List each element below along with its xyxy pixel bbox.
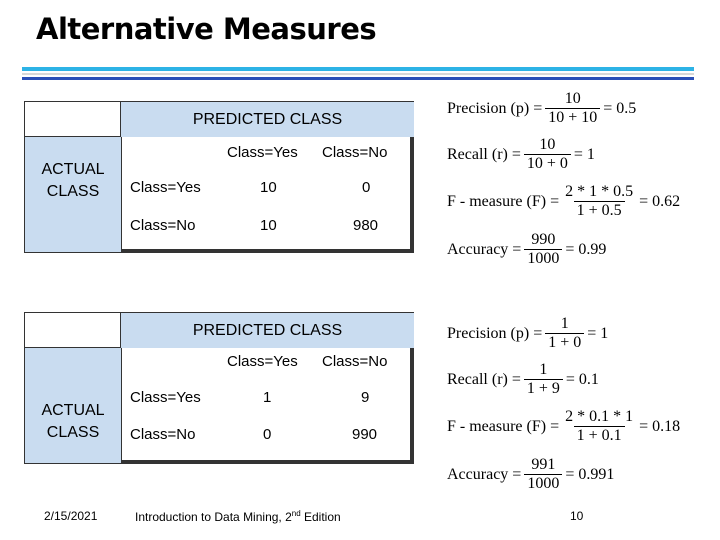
fmeasure-formula (447, 408, 680, 445)
fmeasure-fraction (562, 408, 636, 445)
cell-no-yes: 10 (260, 217, 277, 234)
actual-class-header-line1: ACTUAL (41, 161, 105, 178)
accuracy-result: = 0.99 (565, 240, 607, 258)
cell-no-no: 980 (353, 217, 379, 234)
row-label-yes: Class=Yes (130, 389, 201, 406)
accuracy-fraction (524, 231, 562, 268)
precision-numerator: 1 (560, 315, 569, 332)
predicted-class-header: PREDICTED CLASS (121, 312, 414, 348)
title-rule-gray (22, 73, 694, 75)
fmeasure-result: = 0.62 (639, 192, 681, 210)
precision-fraction (545, 315, 584, 352)
actual-class-header (24, 348, 121, 464)
precision-result: = 1 (587, 324, 609, 342)
accuracy-numerator: 990 (531, 231, 556, 248)
title-rule-cyan (22, 67, 694, 71)
precision-lhs: Precision (p) = (447, 324, 543, 342)
actual-class-header-line2: CLASS (46, 183, 100, 200)
recall-result: = 1 (573, 145, 595, 163)
footer-date: 2/15/2021 (44, 509, 98, 523)
recall-formula (447, 136, 595, 173)
actual-class-header-line2: CLASS (46, 424, 100, 441)
predicted-class-header: PREDICTED CLASS (121, 101, 414, 137)
accuracy-formula (447, 456, 614, 493)
actual-class-header-line1: ACTUAL (41, 402, 105, 419)
fmeasure-denominator: 1 + 0.1 (574, 426, 625, 445)
accuracy-result: = 0.991 (565, 465, 615, 483)
row-label-no: Class=No (130, 217, 196, 234)
actual-class-header (24, 137, 121, 253)
precision-result: = 0.5 (603, 99, 637, 117)
col-header-yes: Class=Yes (227, 144, 298, 161)
recall-denominator: 10 + 0 (524, 154, 571, 173)
matrix-corner-cell (24, 312, 121, 348)
cell-yes-no: 9 (361, 389, 370, 406)
accuracy-numerator: 991 (531, 456, 556, 473)
fmeasure-result: = 0.18 (639, 417, 681, 435)
confusion-matrix-2 (24, 312, 414, 464)
fmeasure-fraction (562, 183, 636, 220)
footer-book-title (135, 509, 341, 524)
row-label-no: Class=No (130, 426, 196, 443)
footer-page-number: 10 (570, 509, 584, 523)
precision-formula (447, 315, 608, 352)
col-header-yes: Class=Yes (227, 353, 298, 370)
fmeasure-numerator: 2 * 1 * 0.5 (565, 183, 634, 200)
cell-yes-no: 0 (362, 179, 371, 196)
accuracy-fraction (524, 456, 562, 493)
precision-denominator: 10 + 10 (545, 108, 600, 127)
recall-numerator: 1 (539, 361, 548, 378)
precision-formula (447, 90, 636, 127)
title-rule-blue (22, 77, 694, 80)
footer-book-prefix: Introduction to Data Mining, 2 (135, 510, 292, 524)
cell-yes-yes: 10 (260, 179, 277, 196)
accuracy-denominator: 1000 (524, 474, 562, 493)
recall-formula (447, 361, 599, 398)
footer-book-sup: nd (291, 509, 301, 518)
matrix-divider (121, 348, 122, 460)
fmeasure-formula (447, 183, 680, 220)
fmeasure-lhs: F - measure (F) = (447, 417, 560, 435)
recall-fraction (524, 361, 563, 398)
row-label-yes: Class=Yes (130, 179, 201, 196)
confusion-matrix-1 (24, 101, 414, 253)
fmeasure-numerator: 2 * 0.1 * 1 (565, 408, 634, 425)
matrix-corner-cell (24, 101, 121, 137)
cell-no-yes: 0 (263, 426, 272, 443)
recall-denominator: 1 + 9 (524, 379, 563, 398)
fmeasure-lhs: F - measure (F) = (447, 192, 560, 210)
cell-no-no: 990 (352, 426, 378, 443)
fmeasure-denominator: 1 + 0.5 (574, 201, 625, 220)
matrix-divider (121, 137, 122, 249)
col-header-no: Class=No (322, 353, 388, 370)
recall-lhs: Recall (r) = (447, 145, 521, 163)
recall-numerator: 10 (539, 136, 556, 153)
recall-fraction (524, 136, 571, 173)
accuracy-lhs: Accuracy = (447, 240, 522, 258)
cell-yes-yes: 1 (263, 389, 272, 406)
accuracy-formula (447, 231, 606, 268)
slide-title: Alternative Measures (36, 12, 377, 46)
recall-lhs: Recall (r) = (447, 370, 521, 388)
recall-result: = 0.1 (565, 370, 599, 388)
footer-book-suffix: Edition (300, 510, 341, 524)
accuracy-denominator: 1000 (524, 249, 562, 268)
accuracy-lhs: Accuracy = (447, 465, 522, 483)
precision-lhs: Precision (p) = (447, 99, 543, 117)
col-header-no: Class=No (322, 144, 388, 161)
precision-fraction (545, 90, 600, 127)
precision-numerator: 10 (564, 90, 581, 107)
precision-denominator: 1 + 0 (545, 333, 584, 352)
